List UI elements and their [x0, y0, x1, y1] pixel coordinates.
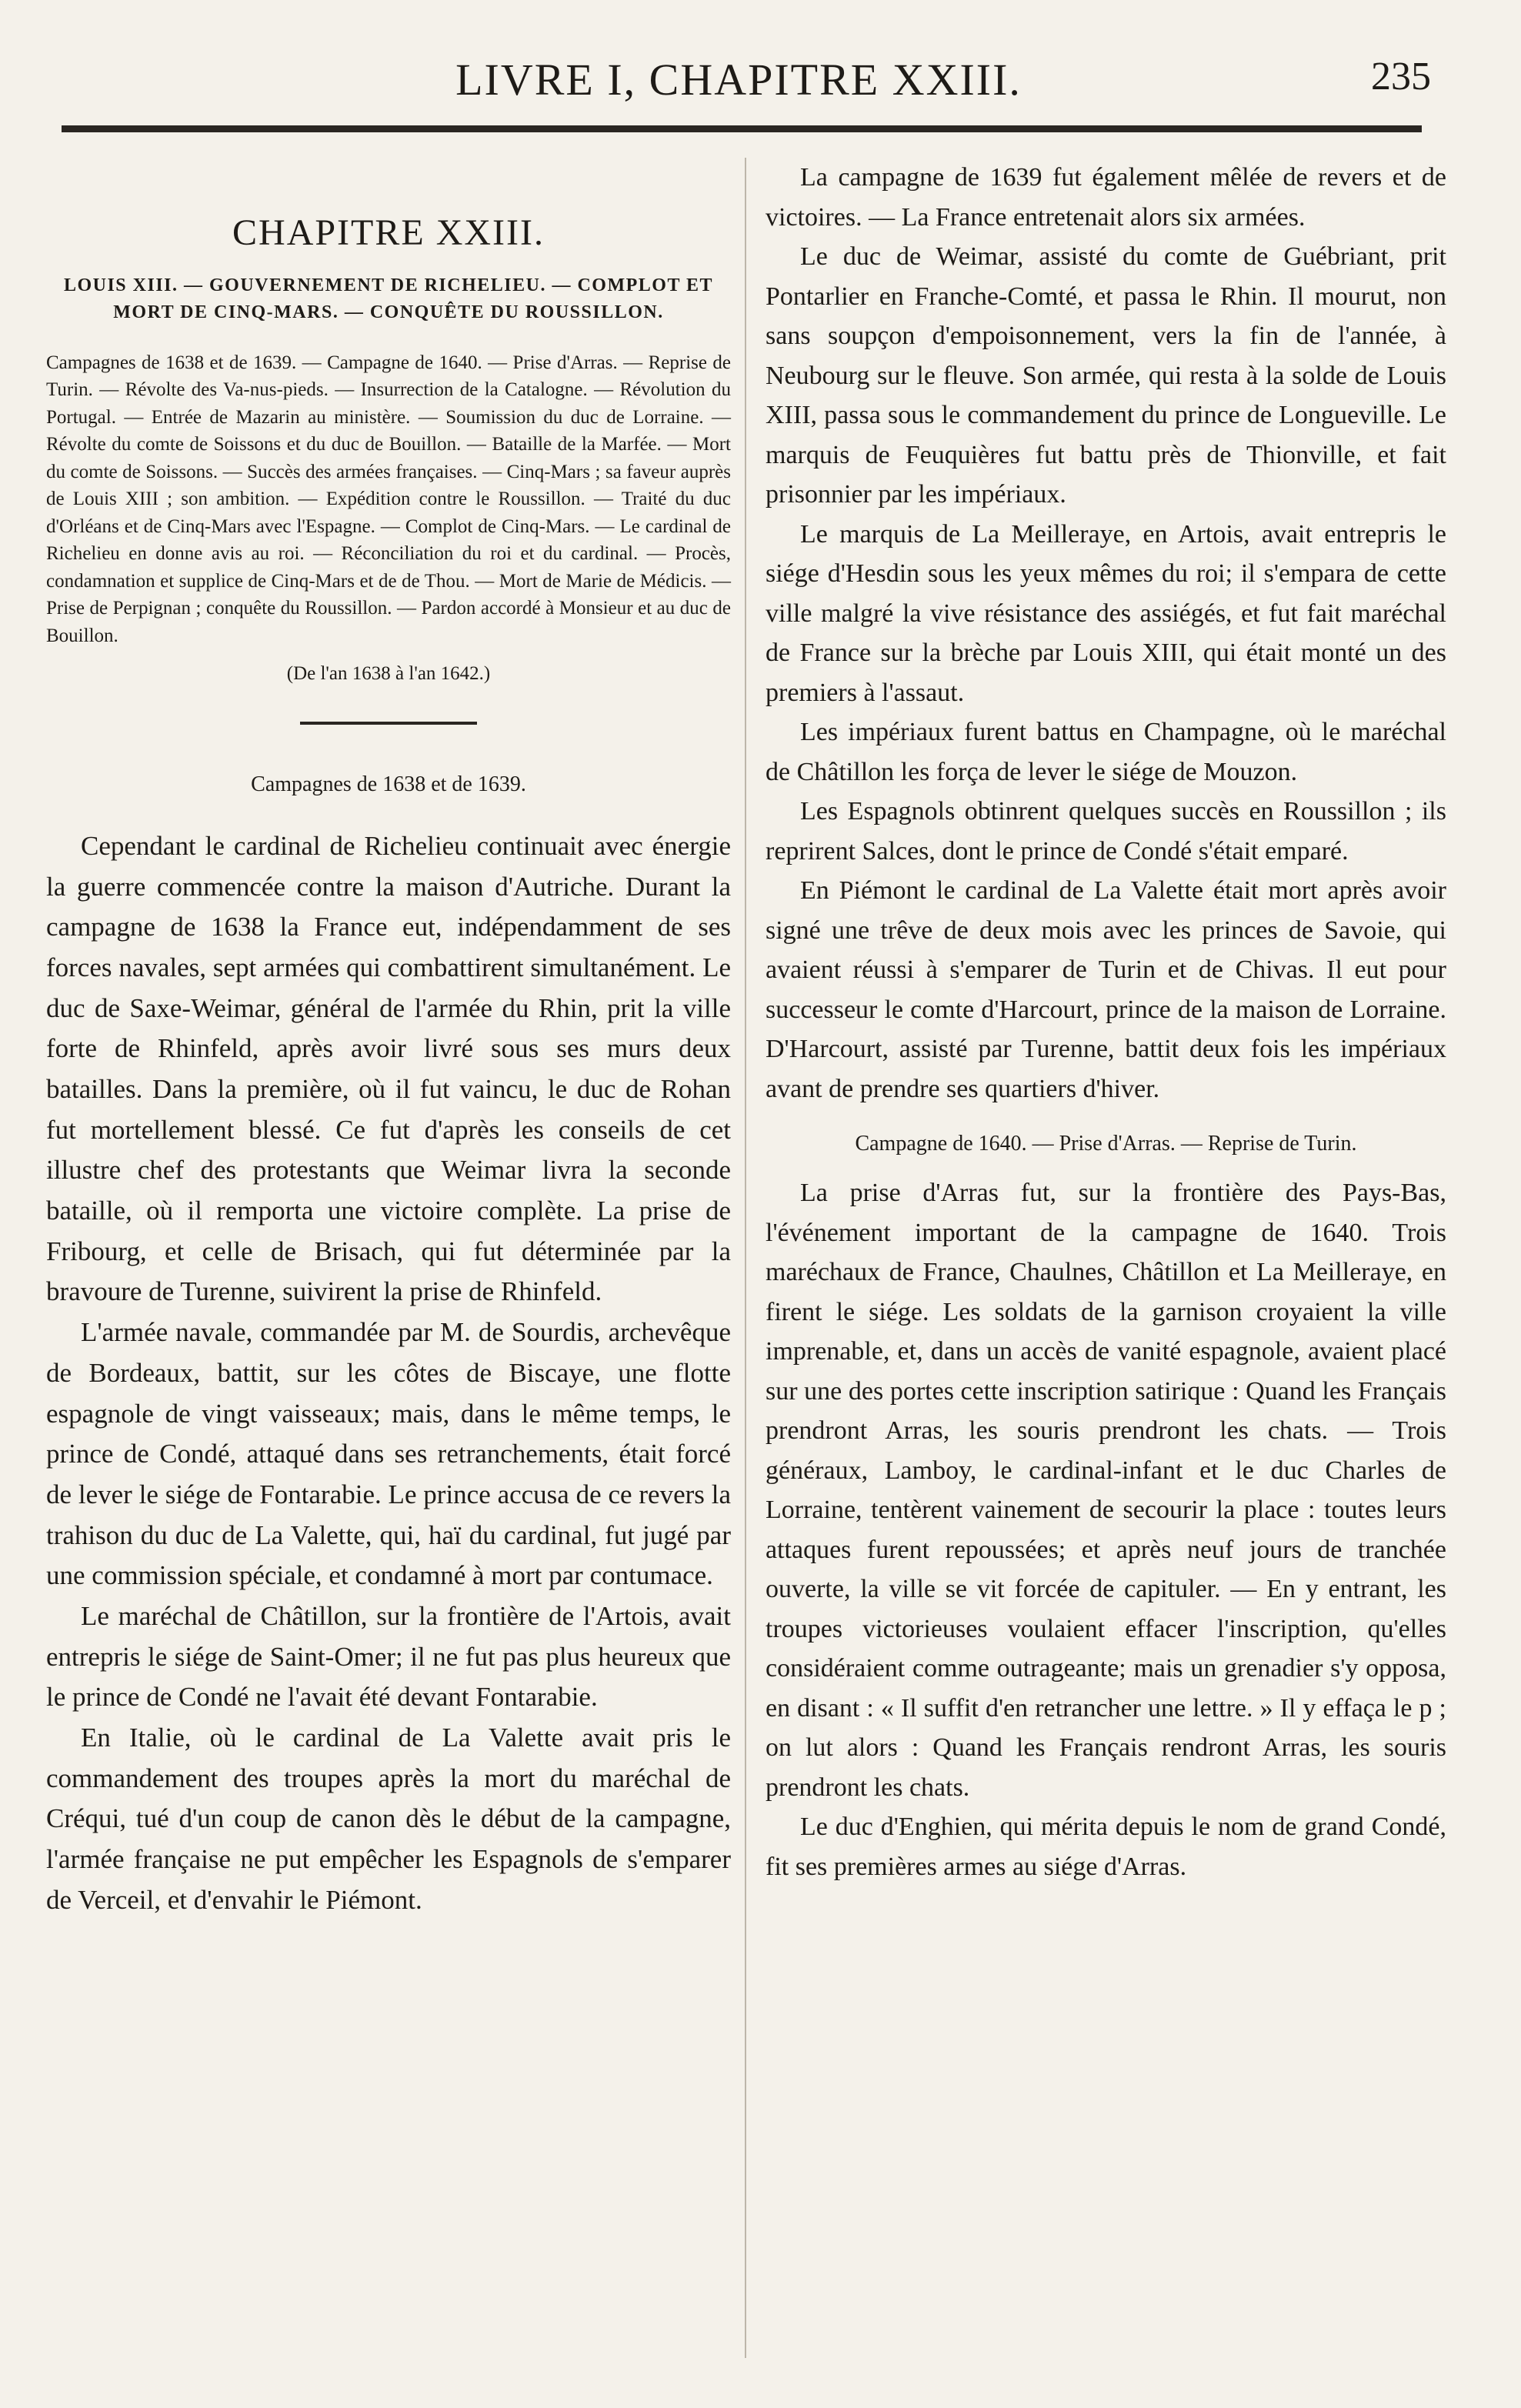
- paragraph: La prise d'Arras fut, sur la frontière des Pays-Bas, l'événement important de la campagne de 1640. Trois maréchaux de France, Chaulnes, Châtillon et La Meilleraye, en firent le siége. Les soldats de la garnison croyaient la ville imprenable, et, dans un accès de vanité espagnole, avaient placé sur une des portes cette inscription satirique : Quand les Français prendront Arras, les souris prendront les chats. — Trois généraux, Lamboy, le cardinal-infant et le duc Charles de Lorraine, tentèrent vainement de secourir la place : toutes leurs attaques furent repoussées; et après neuf jours de tranchée ouverte, la ville se vit forcée de capituler. — En y entrant, les troupes victorieuses voulaient effacer l'inscription, qu'elles considéraient comme outrageante; mais un grenadier s'y opposa, en disant : « Il suffit d'en retrancher une lettre. » Il y effaça le p ; on lut alors : Quand les Français rendront Arras, les souris prendront les chats.: [766, 1179, 1446, 1802]
- left-body: [46, 826, 731, 1920]
- paragraph: Les impériaux furent battus en Champagne, où le maréchal de Châtillon les força de lever le siége de Mouzon.: [766, 718, 1446, 786]
- paragraph: En Italie, où le cardinal de La Valette avait pris le commandement des troupes après la mort du maréchal de Créqui, tué d'un coup de canon dès le début de la campagne, l'armée française ne put empêcher les Espagnols de s'emparer de Verceil, et d'envahir le Piémont.: [46, 1722, 731, 1915]
- header-rule: [62, 125, 1422, 132]
- chapter-subtitle: LOUIS XIII. — GOUVERNEMENT DE RICHELIEU. — COMPLOT ET MORT DE CINQ-MARS. — CONQUÊTE DU ROUSSILLON.: [63, 275, 714, 322]
- right-body-bottom: [766, 1173, 1446, 1886]
- paragraph: Le duc d'Enghien, qui mérita depuis le nom de grand Condé, fit ses premières armes au siége d'Arras.: [766, 1813, 1446, 1881]
- paragraph: La campagne de 1639 fut également mêlée de revers et de victoires. — La France entretenait alors six armées.: [766, 163, 1446, 232]
- paragraph: Le maréchal de Châtillon, sur la frontière de l'Artois, avait entrepris le siége de Saint-Omer; il ne fut pas plus heureux que le prince de Condé ne l'avait été devant Fontarabie.: [46, 1600, 731, 1713]
- section-title-1640: Campagne de 1640. — Prise d'Arras. — Reprise de Turin.: [855, 1132, 1357, 1156]
- page-number: 235: [1371, 55, 1431, 98]
- paragraph: L'armée navale, commandée par M. de Sourdis, archevêque de Bordeaux, battit, sur les côtes de Biscaye, une flotte espagnole de vingt vaisseaux; mais, dans le même temps, le prince de Condé, attaqué dans ses retranchements, était forcé de lever le siége de Fontarabie. Le prince accusa de ce revers la trahison du duc de La Valette, qui, haï du cardinal, fut jugé par une commission spéciale, et condamné à mort par contumace.: [46, 1317, 731, 1591]
- right-body-top: [766, 158, 1446, 1109]
- section-rule: [300, 722, 477, 725]
- paragraph: Le marquis de La Meilleraye, en Artois, avait entrepris le siége d'Hesdin sous les yeux mêmes du roi; il s'empara de cette ville malgré la vive résistance des assiégés, et fut fait maréchal de France sur la brèche par Louis XIII, qui était monté un des premiers à l'assaut.: [766, 519, 1446, 707]
- paragraph: En Piémont le cardinal de La Valette était mort après avoir signé une trêve de deux mois avec les princes de Savoie, qui avaient réussi à s'emparer de Turin et de Chivas. Il eut pour successeur le comte d'Harcourt, prince de la maison de Lorraine. D'Harcourt, assisté par Turenne, battit deux fois les impériaux avant de prendre ses quartiers d'hiver.: [766, 876, 1446, 1103]
- paragraph: Le duc de Weimar, assisté du comte de Guébriant, prit Pontarlier en Franche-Comté, et passa le Rhin. Il mourut, non sans soupçon d'empoisonnement, vers la fin de l'année, à Neubourg sur le fleuve. Son armée, qui resta à la solde de Louis XIII, passa sous le commandement du prince de Longueville. Le marquis de Feuquières fut battu près de Thionville, et fait prisonnier par les impériaux.: [766, 242, 1446, 509]
- paragraph: Cependant le cardinal de Richelieu continuait avec énergie la guerre commencée contre la maison d'Autriche. Durant la campagne de 1638 la France eut, indépendamment de ses forces navales, sept armées qui combattirent simultanément. Le duc de Saxe-Weimar, général de l'armée du Rhin, prit la ville forte de Rhinfeld, après avoir livré sous ses murs deux batailles. Dans la première, où il fut vaincu, le duc de Rohan fut mortellement blessé. Ce fut d'après les conseils de cet illustre chef des protestants que Weimar livra la seconde bataille, où il remporta une victoire complète. La prise de Fribourg, et celle de Brisach, qui fut déterminée par la bravoure de Turenne, suivirent la prise de Rhinfeld.: [46, 831, 731, 1307]
- chapter-summary: Campagnes de 1638 et de 1639. — Campagne de 1640. — Prise d'Arras. — Reprise de Turin. — Révolte des Va-nus-pieds. — Insurrection de la Catalogne. — Révolution du Portugal. — Entrée de Mazarin au ministère. — Soumission du duc de Lorraine. — Révolte du comte de Soissons et du duc de Bouillon. — Bataille de la Marfée. — Mort du comte de Soissons. — Succès des armées françaises. — Cinq-Mars ; sa faveur auprès de Louis XIII ; son ambition. — Expédition contre le Roussillon. — Traité du duc d'Orléans et de Cinq-Mars avec l'Espagne. — Complot de Cinq-Mars. — Le cardinal de Richelieu en donne avis au roi. — Réconciliation du roi et du cardinal. — Procès, condamnation et supplice de Cinq-Mars et de de Thou. — Mort de Marie de Médicis. — Prise de Perpignan ; conquête du Roussillon. — Pardon accordé à Monsieur et au duc de Bouillon.: [46, 352, 731, 646]
- left-column: [46, 158, 731, 1920]
- paragraph: Les Espagnols obtinrent quelques succès en Roussillon ; ils reprirent Salces, dont le prince de Condé s'était emparé.: [766, 797, 1446, 865]
- running-title: LIVRE I, CHAPITRE XXIII.: [455, 55, 1022, 105]
- column-divider: [745, 158, 746, 2358]
- right-column: [766, 158, 1446, 1886]
- chapter-title: CHAPITRE XXIII.: [232, 212, 545, 253]
- chapter-dates: (De l'an 1638 à l'an 1642.): [286, 663, 491, 685]
- running-header: [46, 54, 1431, 115]
- section-title-1638: Campagnes de 1638 et de 1639.: [251, 772, 526, 797]
